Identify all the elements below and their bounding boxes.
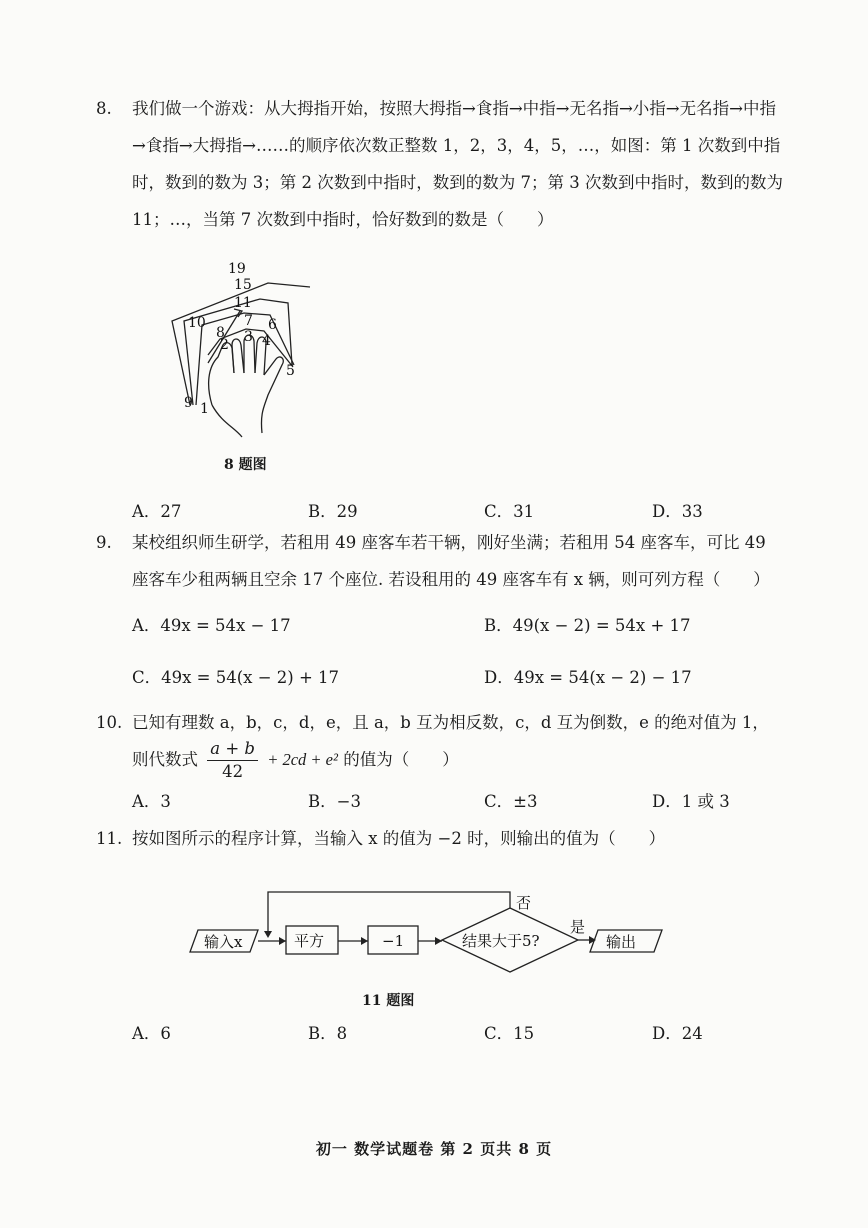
option-c: C．±3	[484, 792, 538, 811]
options-row	[132, 788, 812, 814]
question-text: 已知有理数 a，b，c，d，e，且 a，b 互为相反数，c，d 互为倒数，e 的绝对值为 1，	[132, 713, 769, 732]
fig-num: 3	[244, 329, 253, 345]
question-10-expression	[132, 738, 459, 783]
question-9	[96, 524, 786, 598]
question-text: 我们做一个游戏：从大拇指开始，按照大拇指→食指→中指→无名指→小指→无名指→中指→食指→大拇指→……的顺序依次数正整数 1，2，3，4，5，…，如图：第 1 次数到中指时，数到的数为 3；第 2 次数到中指时，数到的数为 7；第 3 次数到中指时，数到的数为 11；…，当第 7 次数到中指时，恰好数到的数是（ ）	[132, 99, 783, 229]
expression-prefix: 则代数式	[132, 750, 198, 769]
options-row	[132, 664, 812, 690]
option-c: C．49x = 54(x − 2) + 17	[132, 668, 340, 687]
options-row	[132, 612, 812, 638]
flow-output-label: 输出	[606, 933, 637, 951]
fig-num: 10	[188, 315, 206, 331]
flow-no-label: 否	[516, 894, 532, 912]
fig-num: 7	[244, 313, 253, 329]
fraction-numerator: a + b	[207, 738, 258, 761]
figure-caption: 11 题图	[362, 993, 415, 1009]
fig-num: 5	[286, 363, 295, 379]
flow-minus-label: −1	[382, 932, 405, 950]
option-d: D．1 或 3	[652, 792, 730, 811]
fig-num: 15	[234, 277, 252, 293]
flow-decision-label: 结果大于5?	[462, 932, 540, 950]
option-d: D．49x = 54(x − 2) − 17	[484, 668, 692, 687]
option-a: A．6	[132, 1024, 171, 1043]
fig-num: 1	[200, 401, 209, 417]
option-b: B．29	[308, 502, 358, 521]
expression-rest: + 2cd + e²	[267, 750, 338, 769]
options-row	[132, 498, 812, 524]
hand-counting-figure	[160, 255, 330, 445]
flow-square-label: 平方	[294, 932, 325, 950]
fig-num: 9	[184, 395, 193, 411]
option-d: D．33	[652, 502, 703, 521]
fig-num: 8	[216, 325, 225, 341]
option-b: B．−3	[308, 792, 361, 811]
fig-num: 11	[234, 295, 252, 311]
question-text: 某校组织师生研学，若租用 49 座客车若干辆，刚好坐满；若租用 54 座客车，可比 49 座客车少租两辆且空余 17 个座位. 若设租用的 49 座客车有 x 辆，则可列方程（ ）	[132, 533, 770, 589]
expression-suffix: 的值为（ ）	[343, 750, 459, 769]
fraction	[207, 738, 258, 783]
option-c: C．15	[484, 1024, 535, 1043]
question-text: 按如图所示的程序计算，当输入 x 的值为 −2 时，则输出的值为（ ）	[132, 829, 666, 848]
option-a: A．27	[132, 502, 182, 521]
option-b: B．49(x − 2) = 54x + 17	[484, 616, 691, 635]
question-10	[96, 704, 786, 741]
options-row	[132, 1020, 812, 1046]
flowchart-figure	[186, 888, 666, 988]
option-a: A．3	[132, 792, 171, 811]
question-number: 8.	[96, 99, 112, 118]
question-number: 11.	[96, 829, 123, 848]
question-11	[96, 820, 786, 857]
flow-yes-label: 是	[570, 918, 586, 936]
fig-num: 4	[262, 333, 271, 349]
fig-num: 6	[268, 317, 277, 333]
figure-caption: 8 题图	[224, 457, 267, 473]
option-b: B．8	[308, 1024, 348, 1043]
option-a: A．49x = 54x − 17	[132, 616, 291, 635]
question-number: 10.	[96, 713, 123, 732]
fig-num: 19	[228, 261, 246, 277]
flow-input-label: 输入x	[204, 933, 243, 951]
question-number: 9.	[96, 533, 112, 552]
fig-num: 2	[220, 337, 229, 353]
option-c: C．31	[484, 502, 535, 521]
question-8	[96, 90, 786, 238]
option-d: D．24	[652, 1024, 703, 1043]
fraction-denominator: 42	[222, 762, 244, 781]
page-footer: 初一 数学试题卷 第 2 页共 8 页	[315, 1140, 553, 1158]
